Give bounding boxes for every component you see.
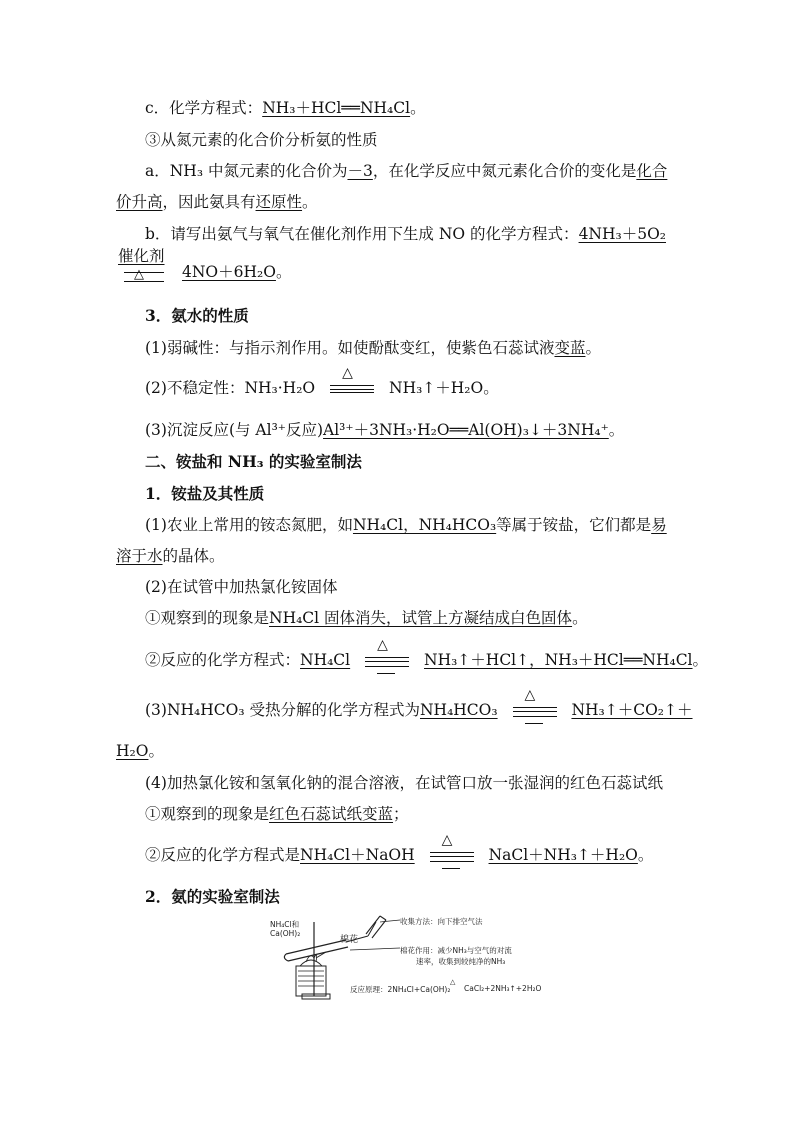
- answer: 4NH₃＋5O₂: [578, 225, 666, 243]
- text: 。: [410, 99, 426, 117]
- text: 2．氨的实验室制法: [145, 887, 280, 906]
- answer: H₂O: [116, 742, 149, 760]
- line-a-continued: [116, 192, 318, 212]
- text: 。: [692, 651, 709, 669]
- line-b-question: [145, 224, 666, 244]
- text: b．请写出氨气与氧气在催化剂作用下生成 NO 的化学方程式：: [145, 225, 579, 243]
- text: 。: [585, 339, 601, 357]
- equals-sign: [430, 852, 474, 862]
- equals-sign: [513, 707, 557, 717]
- heat-triangle-icon: △: [441, 832, 453, 848]
- answer: －3: [347, 162, 373, 180]
- line-nh4hco3-cont: [116, 741, 164, 761]
- cotton-role-label: 棉花作用：减少NH₃与空气的对流: [400, 946, 512, 955]
- answer: 价升高: [116, 193, 163, 211]
- text: ，因此氨具有: [162, 193, 256, 211]
- reaction-products-label: CaCl₂+2NH₃↑+2H₂O: [464, 984, 542, 993]
- text: 等属于铵盐，它们都是: [496, 516, 652, 534]
- cotton-role-label-2: 速率，收集到较纯净的NH₃: [416, 957, 506, 966]
- line-nitrogen-valence: [145, 130, 378, 150]
- underline-dash: [525, 723, 543, 724]
- heat-condition: [424, 832, 480, 866]
- equals-sign: [124, 272, 164, 282]
- text: 。: [302, 193, 318, 211]
- answer: NH₄HCO₃: [419, 701, 498, 719]
- text: 3．氨水的性质: [145, 306, 249, 325]
- text: (2)不稳定性：NH₃·H₂O: [145, 379, 316, 397]
- line-instability: [145, 365, 499, 399]
- heat-triangle-icon: △: [377, 637, 388, 653]
- answer: Al³⁺＋3NH₃·H₂O══Al(OH)₃↓＋3NH₄⁺: [323, 421, 609, 439]
- text: ③从氮元素的化合价分析氨的性质: [145, 131, 378, 149]
- line-heat-nh4cl: [145, 577, 337, 597]
- reaction-principle-label: 反应原理：2NH₄Cl+Ca(OH)₂: [350, 985, 451, 994]
- reagents-label: NH₄Cl和 Ca(OH)₂: [270, 920, 301, 938]
- heat-triangle-icon: △: [134, 267, 144, 282]
- text: c．化学方程式：: [145, 99, 263, 117]
- text: ；: [393, 805, 409, 823]
- line-nh4cl-equation: [145, 637, 709, 671]
- line-observation: [145, 608, 588, 628]
- answer: NH₃↑＋HCl↑，NH₃＋HCl══NH₄Cl: [424, 651, 693, 669]
- text: 。: [637, 846, 654, 864]
- text: ②反应的化学方程式：: [145, 651, 301, 669]
- line-c-equation: [145, 98, 426, 118]
- answer: NH₃＋HCl══NH₄Cl: [262, 99, 411, 117]
- text: 的晶体。: [162, 547, 225, 565]
- text: a．NH₃ 中氮元素的化合价为: [145, 162, 348, 180]
- text: (2)在试管中加热氯化铵固体: [145, 578, 338, 596]
- line-fertilizer-cont: [116, 546, 225, 566]
- answer: 红色石蕊试纸变蓝: [269, 805, 394, 823]
- answer: NH₄Cl，NH₄HCO₃: [352, 516, 497, 534]
- lab-apparatus-figure: [270, 914, 546, 1002]
- answer: 易: [651, 516, 667, 534]
- line-b-answer: [182, 262, 291, 282]
- text: ①观察到的现象是: [145, 805, 270, 823]
- answer: NH₄Cl＋NaOH: [300, 846, 415, 864]
- answer: NaCl＋NH₃↑＋H₂O: [488, 846, 638, 864]
- heat-condition: [359, 637, 415, 671]
- text: 1．铵盐及其性质: [145, 484, 265, 503]
- text: ，在化学反应中氮元素化合价的变化是: [372, 162, 637, 180]
- line-fertilizer: [145, 515, 667, 535]
- text: (1)弱碱性：与指示剂作用。如使酚酞变红，使紫色石蕊试液: [145, 339, 555, 357]
- text: 。: [572, 609, 588, 627]
- answer: 还原性: [255, 193, 303, 211]
- line-nh4hco3-equation: [145, 687, 693, 721]
- answer: 化合: [636, 162, 668, 180]
- text: ②反应的化学方程式是: [145, 846, 301, 864]
- section-heading-ammonium: [145, 452, 362, 472]
- line-a-valence: [145, 161, 667, 181]
- line-naoh-heating: [145, 773, 663, 793]
- text: (3)沉淀反应(与 Al³⁺反应): [145, 421, 324, 439]
- heat-condition: [507, 687, 563, 721]
- text: 二、铵盐和 NH₃ 的实验室制法: [145, 452, 362, 471]
- collection-method-label: 收集方法：向下排空气法: [400, 917, 483, 926]
- heat-triangle-icon: △: [342, 365, 353, 381]
- catalyst-condition: [118, 244, 178, 290]
- line-naoh-equation: [145, 832, 654, 866]
- heading-lab-prep: [145, 887, 280, 907]
- text: (3)NH₄HCO₃ 受热分解的化学方程式为: [145, 701, 420, 719]
- text: ①观察到的现象是: [145, 609, 270, 627]
- equals-sign: [365, 657, 409, 667]
- answer: NH₄Cl: [300, 651, 351, 669]
- answer: NH₃↑＋CO₂↑＋: [571, 701, 693, 719]
- text: NH₃↑＋H₂O。: [389, 379, 499, 397]
- equals-sign: [330, 385, 374, 393]
- heading-ammonium-salts: [145, 484, 264, 504]
- cotton-label: 棉花: [340, 935, 359, 945]
- answer: 溶于水: [116, 547, 163, 565]
- line-weak-base: [145, 338, 601, 358]
- text: 。: [148, 742, 164, 760]
- text: 。: [608, 421, 625, 439]
- answer: NH₄Cl 固体消失，试管上方凝结成白色固体: [269, 609, 573, 627]
- answer: 4NO＋6H₂O: [182, 263, 276, 281]
- text: 。: [275, 263, 292, 281]
- line-precipitation: [145, 420, 624, 440]
- line-litmus-observation: [145, 804, 409, 824]
- text: (4)加热氯化铵和氢氧化钠的混合溶液，在试管口放一张湿润的红色石蕊试纸: [145, 774, 663, 792]
- catalyst-label: 催化剂: [118, 247, 165, 265]
- heading-ammonia-water: [145, 306, 249, 326]
- text: (1)农业上常用的铵态氮肥，如: [145, 516, 353, 534]
- heat-triangle-icon: △: [524, 687, 536, 703]
- heat-triangle-icon: △: [450, 978, 456, 986]
- underline-dash: [442, 868, 460, 869]
- answer: 变蓝: [554, 339, 586, 357]
- underline-dash: [377, 673, 395, 674]
- heat-condition: [324, 365, 380, 399]
